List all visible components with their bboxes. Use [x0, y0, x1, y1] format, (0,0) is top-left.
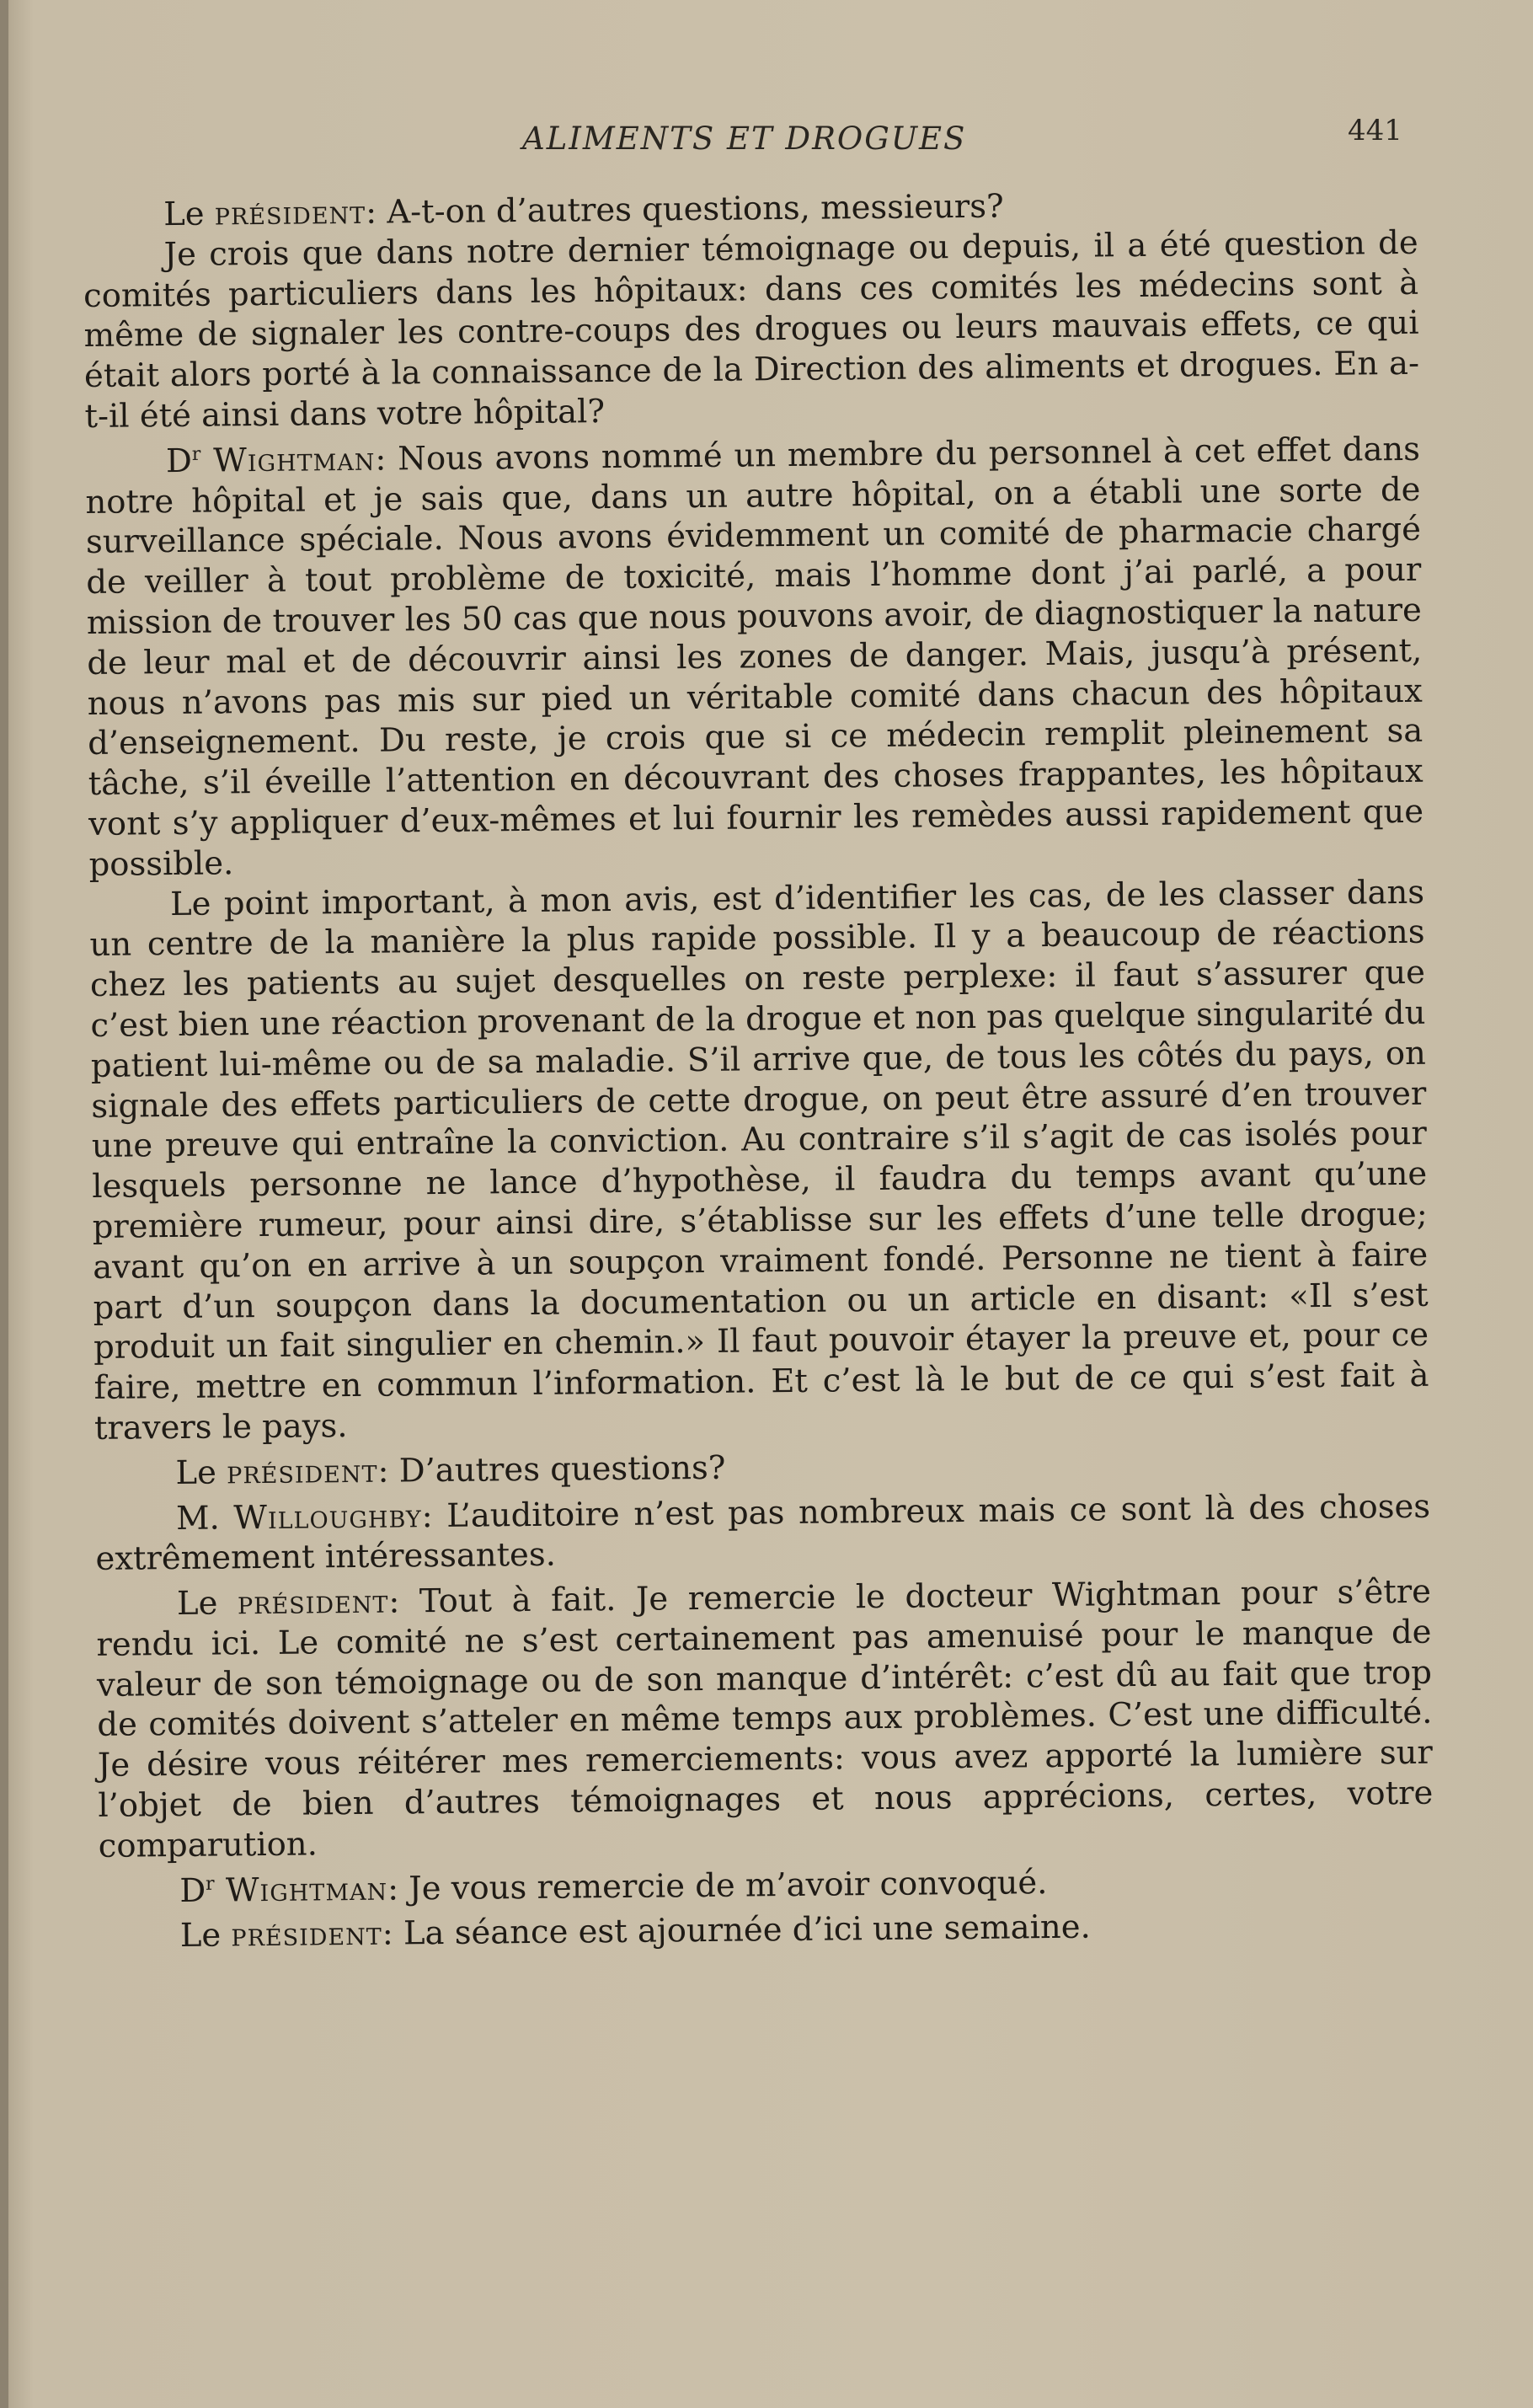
- paragraph-text: Le point important, à mon avis, est d’identifier les cas, de les classer dans un centre de la manière la plus rapide possible. Il y a beaucoup de réactions chez les patients au sujet desquelles on reste perplexe: il faut s’assurer que c’est bien une réaction provenant de la drogue et non pas quelque singularité du patient lui-même ou de sa maladie. S’il arrive que, de tous les côtés du pays, on signale des effets particuliers de cette drogue, on peut être assuré d’en trouver une preuve qui entraîne la conviction. Au contraire s’il s’agit de cas isolés pour lesquels personne ne lance d’hypothèse, il faudra du temps avant qu’une première rumeur, pour ainsi dire, s’établisse sur les effets d’une telle drogue; avant qu’on en arrive à un soupçon vraiment fondé. Personne ne tient à faire part d’un soupçon dans la documentation ou un article en disant: «Il s’est produit un fait singulier en chemin.» Il faut pouvoir étayer la preuve et, pour ce faire, mettre en commun l’information. Et c’est là le but de ce qui s’est fait à travers le pays.: [89, 873, 1429, 1447]
- speaker-title-sup: r: [191, 443, 201, 465]
- paragraph-2: [83, 223, 1419, 437]
- paragraph-8: [99, 1859, 1434, 1912]
- speaker-name: président: [226, 1452, 378, 1492]
- speaker-prefix: Le: [163, 195, 216, 234]
- page-number: 441: [1348, 114, 1402, 147]
- speaker-prefix: D: [179, 1871, 206, 1910]
- paragraph-6: [95, 1486, 1431, 1580]
- paragraph-text: : Tout à fait. Je remercie le docteur Wightman pour s’être rendu ici. Le comité ne s’est certainement pas amenuisé pour le manque de valeur de son témoignage ou de son manque d’intérêt: c’est dû au fait que trop de comités doivent s’atteler en même temps aux problèmes. C’est une difficulté. Je désire vous réitérer mes remerciements: vous avez apporté la lumière sur l’objet de bien d’autres témoignages et nous apprécions, certes, votre comparution.: [96, 1572, 1434, 1865]
- paragraph-text: : D’autres questions?: [377, 1448, 726, 1490]
- paragraph-text: : Je vous remercie de m’avoir convoqué.: [387, 1863, 1048, 1908]
- paragraph-4: [89, 872, 1429, 1448]
- paragraph-9: [99, 1904, 1434, 1957]
- page-header: [0, 114, 1533, 164]
- speaker-prefix: Le: [175, 1453, 227, 1492]
- speaker-name: Willoughby: [233, 1496, 422, 1537]
- paragraph-text: Je crois que dans notre dernier témoignage ou depuis, il a été question de comités particuliers dans les hôpitaux: dans ces comités les médecins sont à même de signaler les contre-coups des drogues ou leurs mauvais effets, ce qui était alors porté à la connaissance de la Direction des aliments et drogues. En a-t-il été ainsi dans votre hôpital?: [83, 223, 1420, 436]
- speaker-name: président: [237, 1582, 389, 1623]
- paragraph-text: : L’auditoire n’est pas nombreux mais ce sont là des choses extrêmement intéressantes.: [95, 1487, 1431, 1579]
- speaker-name: président: [231, 1915, 382, 1955]
- body-text: [83, 183, 1434, 1962]
- speaker-prefix: Le: [179, 1916, 232, 1956]
- paragraph-3: [85, 430, 1424, 886]
- speaker-name: Wightman: [200, 440, 376, 480]
- speaker-title-sup: r: [205, 1873, 215, 1895]
- speaker-prefix: M.: [175, 1498, 234, 1538]
- paragraph-7: [96, 1572, 1434, 1867]
- paragraph-5: [94, 1441, 1429, 1494]
- speaker-name: Wightman: [214, 1870, 388, 1910]
- paragraph-text: : Nous avons nommé un membre du personnel à cet effet dans notre hôpital et je sais que, dans un autre hôpital, on a établi une sorte de surveillance spéciale. Nous avons évidemment un comité de pharmacie chargé de veiller à tout problème de toxicité, mais l’homme dont j’ai parlé, a pour mission de trouver les 50 cas que nous pouvons avoir, de diagnostiquer la nature de leur mal et de découvrir ainsi les zones de danger. Mais, jusqu’à présent, nous n’avons pas mis sur pied un véritable comité dans chacun des hôpitaux d’enseignement. Du reste, je crois que si ce médecin remplit pleinement sa tâche, s’il éveille l’attention en découvrant des choses frappantes, les hôpitaux vont s’y appliquer d’eux-mêmes et lui fournir les remèdes aussi rapidement que possible.: [85, 430, 1424, 884]
- paragraph-text: : A-t-on d’autres questions, messieurs?: [365, 187, 1004, 232]
- speaker-prefix: D: [165, 441, 193, 480]
- running-title: ALIMENTS ET DROGUES: [522, 120, 967, 157]
- paragraph-text: : La séance est ajournée d’ici une semaine.: [382, 1908, 1091, 1954]
- speaker-name: président: [214, 193, 366, 233]
- speaker-prefix: Le: [176, 1584, 238, 1624]
